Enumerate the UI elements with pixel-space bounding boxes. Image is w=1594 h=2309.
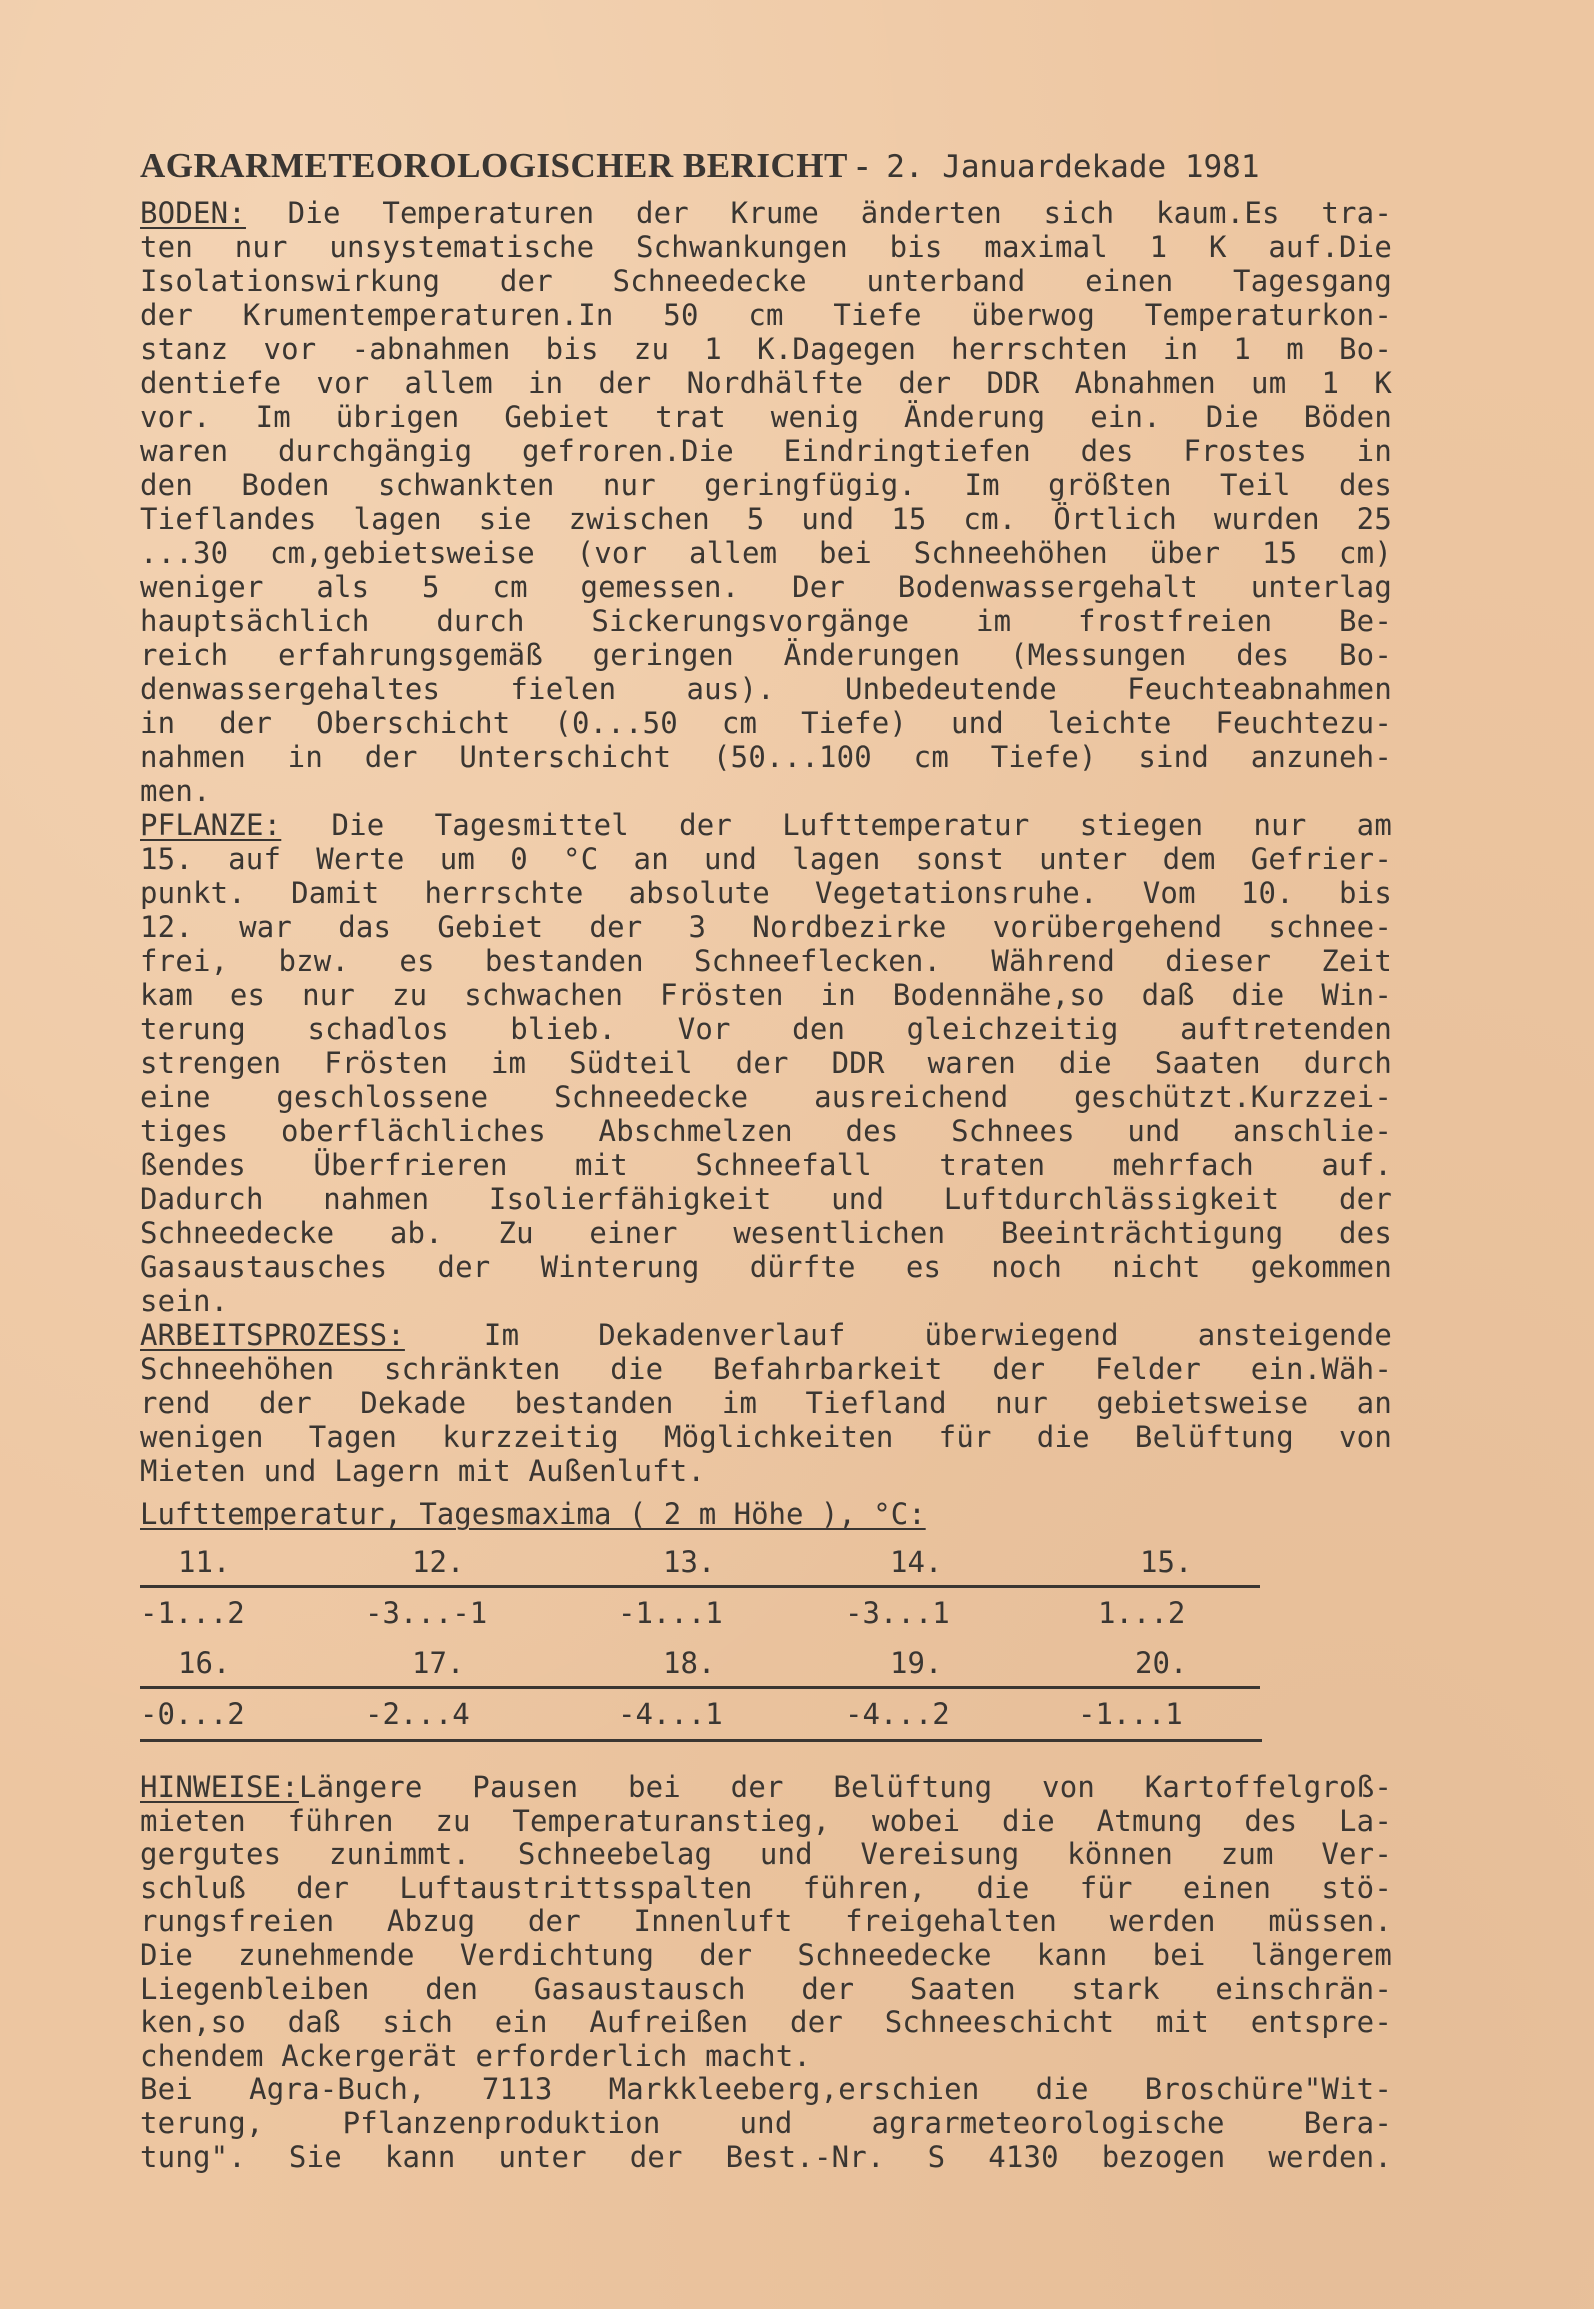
- text-line: terung schadlos blieb. Vor den gleichzeitig auftretenden: [140, 1012, 1392, 1046]
- text-line: dentiefe vor allem in der Nordhälfte der DDR Abnahmen um 1 K: [140, 366, 1392, 400]
- table-day-cell: 11.: [178, 1545, 231, 1579]
- text-line: Die zunehmende Verdichtung der Schneedecke kann bei längerem: [140, 1937, 1392, 1972]
- text-line: stanz vor -abnahmen bis zu 1 K.Dagegen herrschten in 1 m Bo-: [140, 332, 1392, 366]
- text-line: terung, Pflanzenproduktion und agrarmeteorologische Bera-: [140, 2105, 1392, 2140]
- table-day-cell: 15.: [1140, 1545, 1193, 1579]
- table-day-cell: 17.: [412, 1646, 465, 1680]
- text-line: strengen Frösten im Südteil der DDR waren die Saaten durch: [140, 1046, 1392, 1080]
- text-line: Schneehöhen schränkten die Befahrbarkeit der Felder ein.Wäh-: [140, 1352, 1392, 1386]
- table-day-cell: 20.: [1135, 1646, 1188, 1680]
- text-line: der Krumentemperaturen.In 50 cm Tiefe überwog Temperaturkon-: [140, 298, 1392, 332]
- table-day-cell: 12.: [412, 1545, 465, 1579]
- text-line: tung". Sie kann unter der Best.-Nr. S 4130 bezogen werden.: [140, 2139, 1392, 2174]
- table-value-cell: -2...4: [365, 1697, 470, 1731]
- report-period: 2. Januardekade 1981: [886, 149, 1260, 185]
- temperature-table: [140, 1497, 1260, 1742]
- text-line: sein.: [140, 1284, 229, 1318]
- table-value-cell: -1...2: [140, 1596, 245, 1630]
- text-line: reich erfahrungsgemäß geringen Änderungen (Messungen des Bo-: [140, 638, 1392, 672]
- text-line: punkt. Damit herrschte absolute Vegetationsruhe. Vom 10. bis: [140, 876, 1392, 910]
- text-line: vor. Im übrigen Gebiet trat wenig Änderung ein. Die Böden: [140, 400, 1392, 434]
- table-bottom-rule: [140, 1739, 1262, 1742]
- boden-section: [140, 196, 1392, 808]
- text-line: weniger als 5 cm gemessen. Der Bodenwassergehalt unterlag: [140, 570, 1392, 604]
- text-line: in der Oberschicht (0...50 cm Tiefe) und leichte Feuchtezu-: [140, 706, 1392, 740]
- hinweise-section: [140, 1771, 1392, 2174]
- hinweise-label: HINWEISE:: [140, 1770, 299, 1804]
- arbeitsprozess-label: ARBEITSPROZESS:: [140, 1318, 405, 1352]
- text-line: ßendes Überfrieren mit Schneefall traten mehrfach auf.: [140, 1148, 1392, 1182]
- table-value-cell: -3...1: [845, 1596, 950, 1630]
- table-day-cell: 16.: [178, 1646, 231, 1680]
- text-line: PFLANZE: Die Tagesmittel der Lufttemperatur stiegen nur am: [140, 808, 1392, 842]
- text-line: 15. auf Werte um 0 °C an und lagen sonst unter dem Gefrier-: [140, 842, 1392, 876]
- text-line: schluß der Luftaustrittsspalten führen, die für einen stö-: [140, 1870, 1392, 1905]
- text-line: ...30 cm,gebietsweise (vor allem bei Schneehöhen über 15 cm): [140, 536, 1392, 570]
- text-line: Mieten und Lagern mit Außenluft.: [140, 1454, 706, 1488]
- table-day-row: [140, 1638, 1260, 1689]
- text-line: chendem Ackergerät erforderlich macht.: [140, 2038, 812, 2073]
- text-line: 12. war das Gebiet der 3 Nordbezirke vorübergehend schnee-: [140, 910, 1392, 944]
- text-line: hauptsächlich durch Sickerungsvorgänge im frostfreien Be-: [140, 604, 1392, 638]
- table-value-cell: -4...2: [845, 1697, 950, 1731]
- report-title: AGRARMETEOROLOGISCHER BERICHT -: [140, 146, 869, 185]
- pflanze-label: PFLANZE:: [140, 808, 282, 842]
- text-line: ken,so daß sich ein Aufreißen der Schneeschicht mit entspre-: [140, 2005, 1392, 2040]
- table-day-row: [140, 1537, 1260, 1588]
- text-line: den Boden schwankten nur geringfügig. Im größten Teil des: [140, 468, 1392, 502]
- boden-label: BODEN:: [140, 196, 246, 230]
- text-line: Dadurch nahmen Isolierfähigkeit und Luftdurchlässigkeit der: [140, 1182, 1392, 1216]
- table-caption: Lufttemperatur, Tagesmaxima ( 2 m Höhe ), °C:: [140, 1497, 926, 1531]
- text-line: Isolationswirkung der Schneedecke unterband einen Tagesgang: [140, 264, 1392, 298]
- text-line: Liegenbleiben den Gasaustausch der Saaten stark einschrän-: [140, 1971, 1392, 2006]
- text-line: ten nur unsystematische Schwankungen bis maximal 1 K auf.Die: [140, 230, 1392, 264]
- table-day-cell: 18.: [663, 1646, 716, 1680]
- text-line: waren durchgängig gefroren.Die Eindringtiefen des Frostes in: [140, 434, 1392, 468]
- text-line: Gasaustausches der Winterung dürfte es noch nicht gekommen: [140, 1250, 1392, 1284]
- table-day-cell: 13.: [663, 1545, 716, 1579]
- text-line: HINWEISE:Längere Pausen bei der Belüftung von Kartoffelgroß-: [140, 1770, 1392, 1804]
- text-line: rungsfreien Abzug der Innenluft freigehalten werden müssen.: [140, 1904, 1392, 1939]
- table-value-cell: -3...-1: [365, 1596, 488, 1630]
- table-value-row: [140, 1588, 1260, 1638]
- text-line: wenigen Tagen kurzzeitig Möglichkeiten für die Belüftung von: [140, 1420, 1392, 1454]
- text-line: tiges oberflächliches Abschmelzen des Schnees und anschlie-: [140, 1114, 1392, 1148]
- text-line: mieten führen zu Temperaturanstieg, wobei die Atmung des La-: [140, 1803, 1392, 1838]
- arbeitsprozess-section: [140, 1318, 1392, 1488]
- table-day-cell: 14.: [890, 1545, 943, 1579]
- text-line: kam es nur zu schwachen Frösten in Bodennähe,so daß die Win-: [140, 978, 1392, 1012]
- table-value-cell: -4...1: [618, 1697, 723, 1731]
- text-line: Bei Agra-Buch, 7113 Markkleeberg,erschien die Broschüre"Wit-: [140, 2072, 1392, 2107]
- table-day-cell: 19.: [890, 1646, 943, 1680]
- text-line: frei, bzw. es bestanden Schneeflecken. Während dieser Zeit: [140, 944, 1392, 978]
- text-line: Schneedecke ab. Zu einer wesentlichen Beeinträchtigung des: [140, 1216, 1392, 1250]
- text-line: men.: [140, 774, 211, 808]
- text-line: ARBEITSPROZESS: Im Dekadenverlauf überwiegend ansteigende: [140, 1318, 1392, 1352]
- table-value-cell: -1...1: [1078, 1697, 1183, 1731]
- report-header: [140, 146, 1260, 186]
- table-value-cell: -0...2: [140, 1697, 245, 1731]
- table-value-row: [140, 1689, 1260, 1739]
- text-line: Tieflandes lagen sie zwischen 5 und 15 cm. Örtlich wurden 25: [140, 502, 1392, 536]
- text-line: rend der Dekade bestanden im Tiefland nur gebietsweise an: [140, 1386, 1392, 1420]
- text-line: eine geschlossene Schneedecke ausreichend geschützt.Kurzzei-: [140, 1080, 1392, 1114]
- text-line: denwassergehaltes fielen aus). Unbedeutende Feuchteabnahmen: [140, 672, 1392, 706]
- table-value-cell: 1...2: [1098, 1596, 1186, 1630]
- pflanze-section: [140, 808, 1392, 1318]
- text-line: nahmen in der Unterschicht (50...100 cm Tiefe) sind anzuneh-: [140, 740, 1392, 774]
- text-line: BODEN: Die Temperaturen der Krume änderten sich kaum.Es tra-: [140, 196, 1392, 230]
- text-line: gergutes zunimmt. Schneebelag und Vereisung können zum Ver-: [140, 1837, 1392, 1872]
- table-value-cell: -1...1: [618, 1596, 723, 1630]
